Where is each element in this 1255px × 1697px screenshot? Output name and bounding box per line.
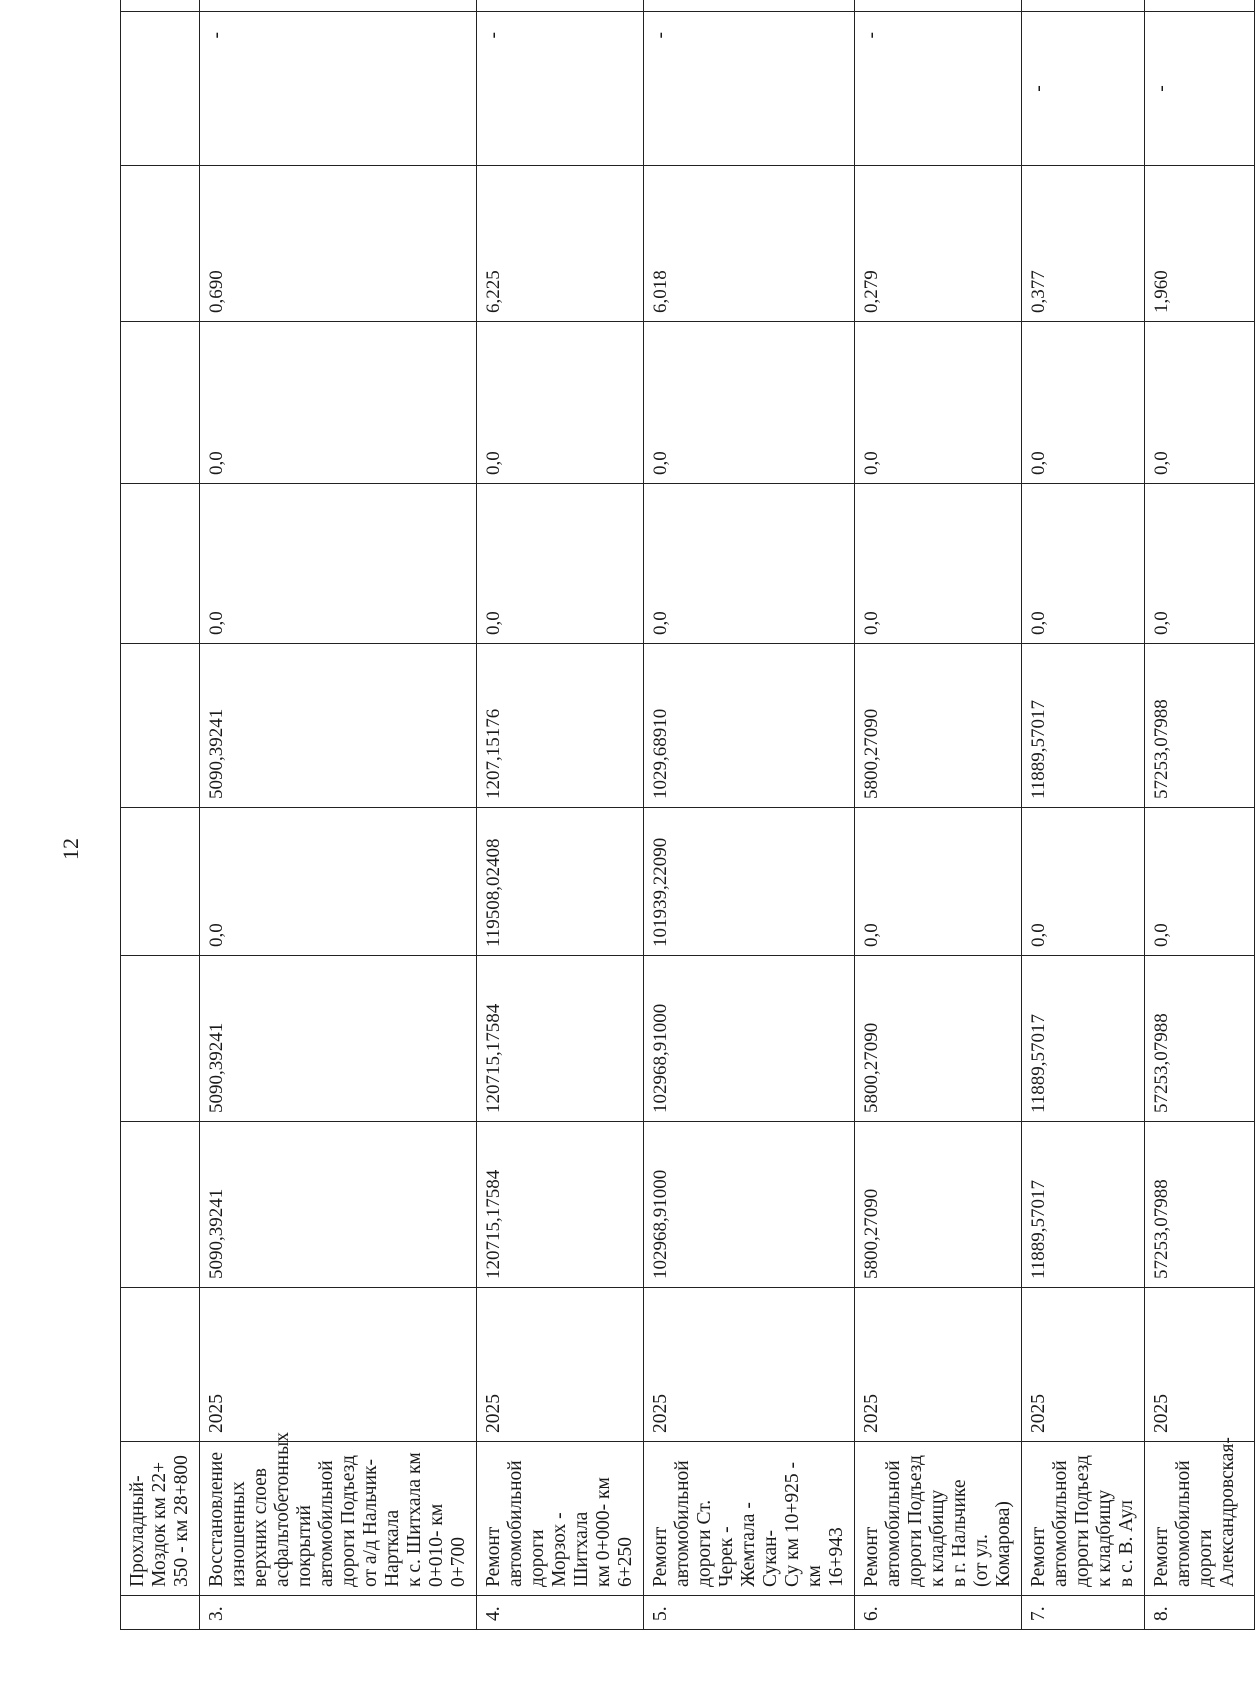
year-end-cell bbox=[1145, 0, 1255, 12]
year-end-cell bbox=[855, 0, 1022, 12]
value-cell: 57253,07988 bbox=[1145, 1122, 1255, 1288]
value-cell: 0,0 bbox=[1022, 484, 1145, 644]
year-cell: 2025 bbox=[855, 1288, 1022, 1442]
table-row bbox=[477, 0, 644, 1630]
page-number: 12 bbox=[58, 838, 83, 860]
value-cell: 0,0 bbox=[200, 484, 477, 644]
year-end-cell bbox=[200, 0, 477, 12]
value-cell bbox=[121, 956, 200, 1122]
object-name: Ремонт автомобильной дороги Александровская- bbox=[1145, 1442, 1255, 1596]
value-cell: 0,0 bbox=[1022, 808, 1145, 956]
value-cell: 0,0 bbox=[477, 322, 644, 484]
value-cell: 5800,27090 bbox=[855, 956, 1022, 1122]
value-cell: 11889,57017 bbox=[1022, 1122, 1145, 1288]
row-number: 4. bbox=[477, 1596, 644, 1630]
year-end-cell bbox=[1022, 0, 1145, 12]
value-cell: 0,0 bbox=[644, 322, 855, 484]
value-cell: 57253,07988 bbox=[1145, 644, 1255, 808]
value-cell bbox=[121, 322, 200, 484]
value-cell bbox=[121, 1122, 200, 1288]
year-end-cell bbox=[121, 0, 200, 12]
value-cell: 0,0 bbox=[1145, 322, 1255, 484]
year-cell bbox=[121, 1288, 200, 1442]
dash-cell: - bbox=[644, 12, 855, 166]
value-cell: 5800,27090 bbox=[855, 1122, 1022, 1288]
object-name: Прохладный- Моздок км 22+ 350 - км 28+800 bbox=[121, 1442, 200, 1596]
value-cell: 119508,02408 bbox=[477, 808, 644, 956]
value-cell: 5090,39241 bbox=[200, 644, 477, 808]
dash-cell: - bbox=[1145, 12, 1255, 166]
value-cell: 120715,17584 bbox=[477, 956, 644, 1122]
object-name: Восстановление изношенных верхних слоев асфальтобетонных покрытий автомобильной дороги Подъезд от а/д Нальчик- Нарткала к с. Шитхала км 0+010- км 0+700 bbox=[200, 1442, 477, 1596]
row-number: 7. bbox=[1022, 1596, 1145, 1630]
value-cell bbox=[121, 644, 200, 808]
value-cell: 1029,68910 bbox=[644, 644, 855, 808]
value-cell: 0,0 bbox=[200, 808, 477, 956]
value-cell: 5090,39241 bbox=[200, 956, 477, 1122]
table-row bbox=[1022, 0, 1145, 1630]
table-row bbox=[644, 0, 855, 1630]
year-cell: 2025 bbox=[644, 1288, 855, 1442]
value-cell: 11889,57017 bbox=[1022, 644, 1145, 808]
table-row bbox=[855, 0, 1022, 1630]
dash-cell: - bbox=[477, 12, 644, 166]
value-cell: 1207,15176 bbox=[477, 644, 644, 808]
table-container bbox=[120, 30, 1238, 1630]
row-number: 8. bbox=[1145, 1596, 1255, 1630]
value-cell: 0,0 bbox=[1145, 808, 1255, 956]
value-cell: 120715,17584 bbox=[477, 1122, 644, 1288]
value-cell: 101939,22090 bbox=[644, 808, 855, 956]
length-cell: 6,018 bbox=[644, 166, 855, 322]
value-cell: 102968,91000 bbox=[644, 956, 855, 1122]
value-cell: 0,0 bbox=[855, 808, 1022, 956]
length-cell: 0,377 bbox=[1022, 166, 1145, 322]
value-cell: 0,0 bbox=[855, 322, 1022, 484]
value-cell: 0,0 bbox=[1145, 484, 1255, 644]
year-cell: 2025 bbox=[477, 1288, 644, 1442]
row-number: 3. bbox=[200, 1596, 477, 1630]
table-row bbox=[200, 0, 477, 1630]
value-cell bbox=[121, 808, 200, 956]
value-cell: 0,0 bbox=[477, 484, 644, 644]
dash-cell: - bbox=[200, 12, 477, 166]
value-cell: 5090,39241 bbox=[200, 1122, 477, 1288]
row-number bbox=[121, 1596, 200, 1630]
row-number: 6. bbox=[855, 1596, 1022, 1630]
length-cell: 0,690 bbox=[200, 166, 477, 322]
value-cell: 0,0 bbox=[855, 484, 1022, 644]
object-name: Ремонт автомобильной дороги Ст. Черек - Жемтала - Сукан- Су км 10+925 - км 16+943 bbox=[644, 1442, 855, 1596]
length-cell: 1,960 bbox=[1145, 166, 1255, 322]
year-cell: 2025 bbox=[1022, 1288, 1145, 1442]
value-cell: 11889,57017 bbox=[1022, 956, 1145, 1122]
year-cell: 2025 bbox=[200, 1288, 477, 1442]
year-cell: 2025 bbox=[1145, 1288, 1255, 1442]
value-cell: 0,0 bbox=[1022, 322, 1145, 484]
value-cell: 5800,27090 bbox=[855, 644, 1022, 808]
dash-cell: - bbox=[855, 12, 1022, 166]
length-cell: 6,225 bbox=[477, 166, 644, 322]
value-cell bbox=[121, 484, 200, 644]
dash-cell: - bbox=[1022, 12, 1145, 166]
dash-cell bbox=[121, 12, 200, 166]
length-cell: 0,279 bbox=[855, 166, 1022, 322]
table-row bbox=[121, 0, 200, 1630]
object-name: Ремонт автомобильной дороги Подъезд к кладбищу в с. В. Аул bbox=[1022, 1442, 1145, 1596]
length-cell bbox=[121, 166, 200, 322]
object-name: Ремонт автомобильной дороги Подъезд к кладбищу в г. Нальчике (от ул. Комарова) bbox=[855, 1442, 1022, 1596]
value-cell: 0,0 bbox=[200, 322, 477, 484]
year-end-cell bbox=[644, 0, 855, 12]
row-number: 5. bbox=[644, 1596, 855, 1630]
value-cell: 102968,91000 bbox=[644, 1122, 855, 1288]
table-row bbox=[1145, 0, 1255, 1630]
road-repair-table bbox=[120, 0, 1255, 1630]
year-end-cell bbox=[477, 0, 644, 12]
object-name: Ремонт автомобильной дороги Морзох - Шитхала км 0+000- км 6+250 bbox=[477, 1442, 644, 1596]
value-cell: 57253,07988 bbox=[1145, 956, 1255, 1122]
value-cell: 0,0 bbox=[644, 484, 855, 644]
